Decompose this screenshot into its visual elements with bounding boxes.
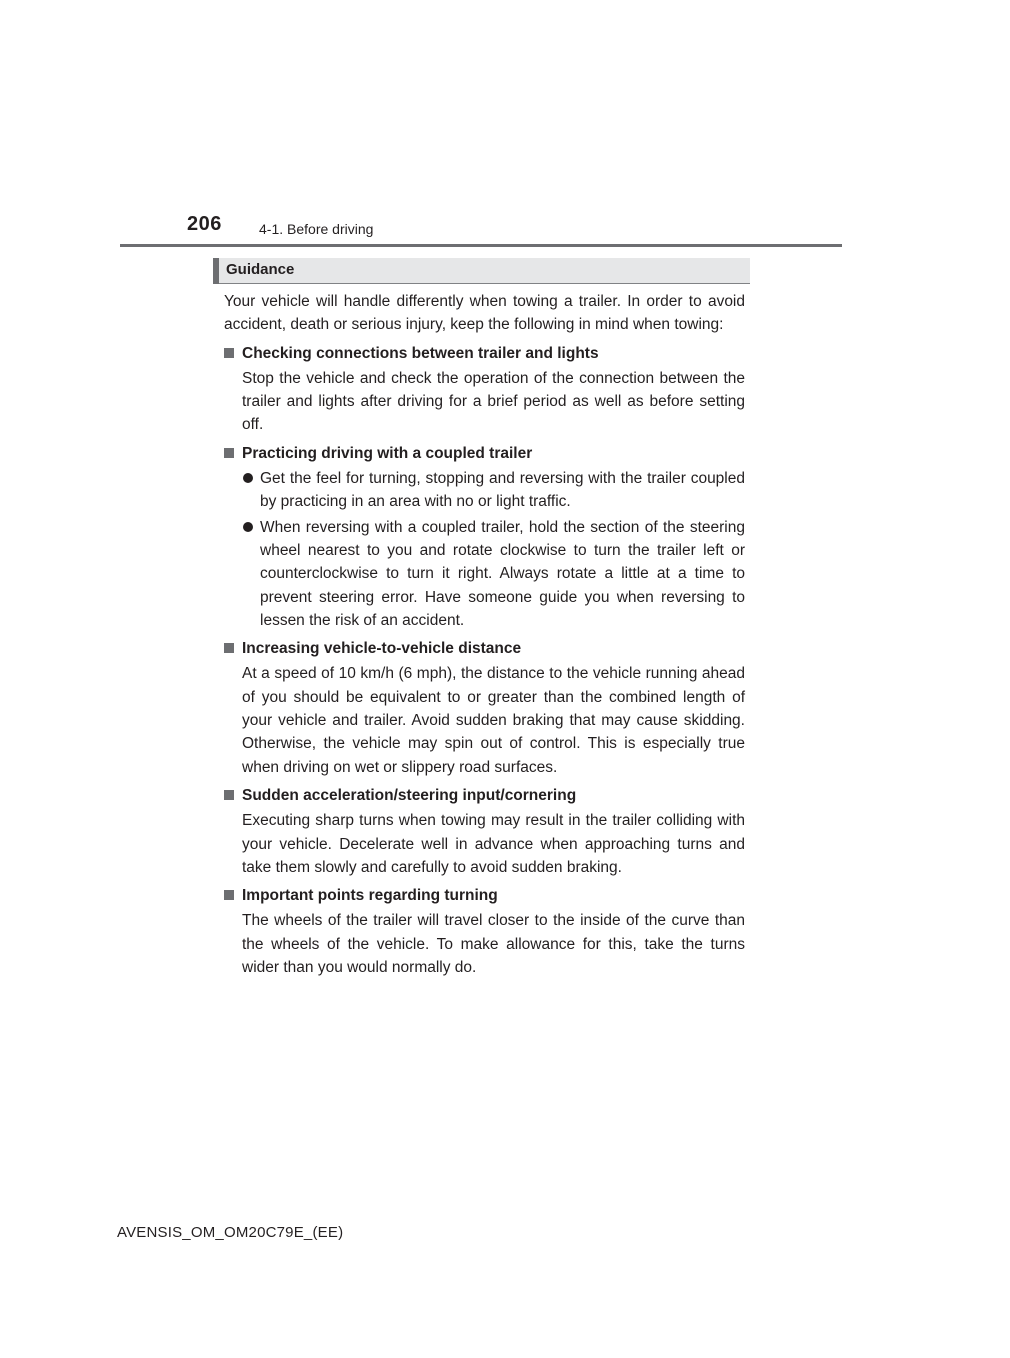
list-item (242, 467, 745, 514)
square-bullet-icon (224, 890, 234, 900)
guidance-title: Guidance (226, 261, 295, 278)
section-body: Stop the vehicle and check the operation of the connection between the trailer and lights after driving for a brief period as well as before setting off. (242, 369, 745, 434)
square-bullet-icon (224, 643, 234, 653)
section-body: Executing sharp turns when towing may result in the trailer colliding with your vehicle. Decelerate well in advance when approaching turns and take them slowly and carefully to avoid sudden braking. (242, 812, 745, 876)
list-item (242, 516, 745, 632)
guidance-accent-marker (213, 258, 219, 284)
header-divider (120, 244, 842, 247)
section-heading (224, 884, 745, 907)
section-heading (224, 637, 745, 660)
section-body: The wheels of the trailer will travel closer to the inside of the curve than the wheels of the vehicle. To make allowance for this, take the turns wider than you would normally do. (242, 912, 745, 977)
section-heading-text: Checking connections between trailer and lights (242, 344, 599, 362)
section-reference: 4-1. Before driving (259, 221, 374, 237)
watermark: carmanualsonline.info (840, 1334, 1010, 1351)
intro-paragraph: Your vehicle will handle differently when towing a trailer. In order to avoid accident, death or serious injury, keep the following in mind when towing: (224, 293, 745, 334)
round-bullet-icon (243, 473, 253, 483)
bullet-list (224, 467, 745, 632)
section-heading-text: Sudden acceleration/steering input/cornering (242, 786, 577, 804)
list-item-text: Get the feel for turning, stopping and reversing with the trailer coupled by practicing in an area with no or light traffic. (260, 470, 745, 511)
round-bullet-icon (243, 522, 253, 532)
list-item-text: When reversing with a coupled trailer, hold the section of the steering wheel nearest to you and rotate clockwise to turn the trailer left or counterclockwise to turn it right. Always rotate a little at a time to prevent steering error. Have someone guide you when reversing to lessen the risk of an accident. (260, 518, 745, 629)
section-heading-text: Important points regarding turning (242, 887, 498, 905)
document-code: AVENSIS_OM_OM20C79E_(EE) (117, 1224, 344, 1241)
section-heading (224, 342, 745, 365)
section-heading (224, 442, 745, 465)
section-heading (224, 784, 745, 807)
square-bullet-icon (224, 448, 234, 458)
square-bullet-icon (224, 790, 234, 800)
section-body: At a speed of 10 km/h (6 mph), the distance to the vehicle running ahead of you should be equivalent to or greater than the combined length of your vehicle and trailer. Avoid sudden braking that may cause skidding. Otherwise, the vehicle may spin out of control. This is especially true when driving on wet or slippery road surfaces. (242, 665, 745, 776)
square-bullet-icon (224, 348, 234, 358)
section-heading-text: Practicing driving with a coupled trailer (242, 444, 533, 462)
section-heading-text: Increasing vehicle-to-vehicle distance (242, 640, 522, 658)
page-number: 206 (187, 213, 222, 235)
guidance-content (224, 290, 745, 983)
guidance-heading-bar (213, 258, 750, 284)
